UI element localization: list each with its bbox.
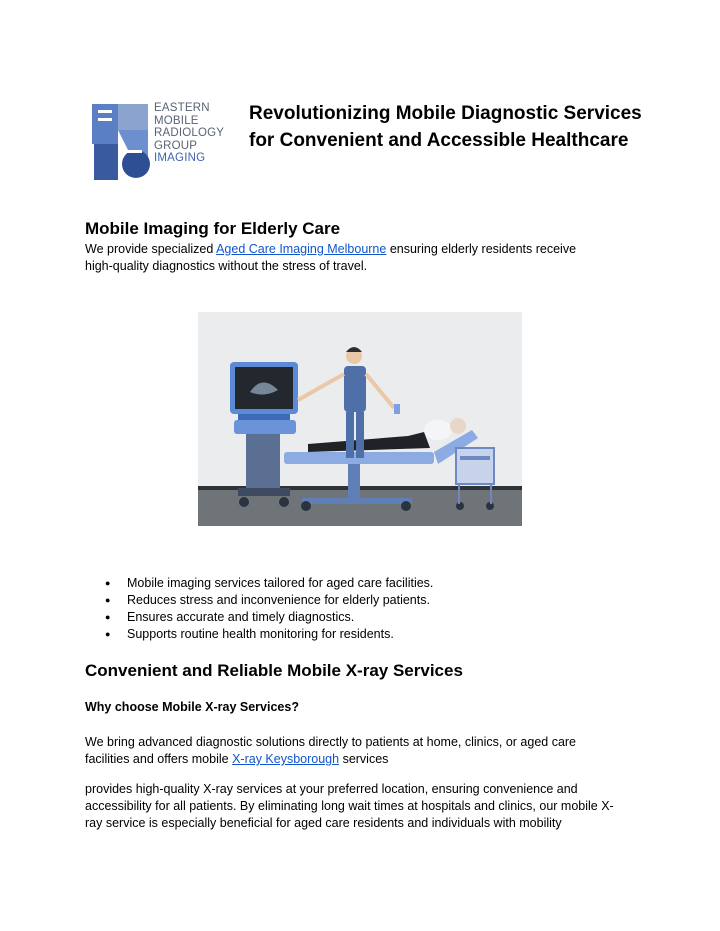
section-heading-xray: Convenient and Reliable Mobile X-ray Services — [85, 661, 463, 680]
xray-paragraph-2: provides high-quality X-ray services at your preferred location, ensuring convenience and accessibility for all patients. By eliminating long wait times at hospitals and clinics, our mobile X-ray service is especially beneficial for aged care residents and individuals with mobility — [85, 782, 614, 830]
section-paragraph: We provide specialized Aged Care Imaging Melbourne ensuring elderly residents receive high-quality diagnostics without the stress of travel. — [85, 242, 577, 273]
xray-paragraph-1: We bring advanced diagnostic solutions directly to patients at home, clinics, or aged care facilities and offers mobile X-ray Keysborough services — [85, 735, 577, 766]
list-item: ● Reduces stress and inconvenience for elderly patients. — [85, 592, 433, 609]
section-heading-elderly-care: Mobile Imaging for Elderly Care — [85, 219, 341, 238]
xray-keysborough-link[interactable]: X-ray Keysborough — [232, 752, 340, 766]
subheading-why-choose: Why choose Mobile X-ray Services? — [85, 700, 299, 714]
ultrasound-illustration — [198, 312, 522, 526]
list-item: ● Ensures accurate and timely diagnostics. — [85, 609, 433, 626]
aged-care-imaging-link[interactable]: Aged Care Imaging Melbourne — [216, 242, 387, 256]
list-item: ● Supports routine health monitoring for residents. — [85, 626, 433, 643]
list-item: ● Mobile imaging services tailored for aged care facilities. — [85, 575, 433, 592]
document-title: Revolutionizing Mobile Diagnostic Services for Convenient and Accessible Healthcare — [249, 103, 642, 151]
logo-mark — [92, 100, 154, 186]
company-logo — [92, 100, 240, 186]
benefits-list — [85, 575, 433, 643]
logo-wordmark: EASTERN MOBILE RADIOLOGY GROUP IMAGING — [154, 102, 225, 164]
